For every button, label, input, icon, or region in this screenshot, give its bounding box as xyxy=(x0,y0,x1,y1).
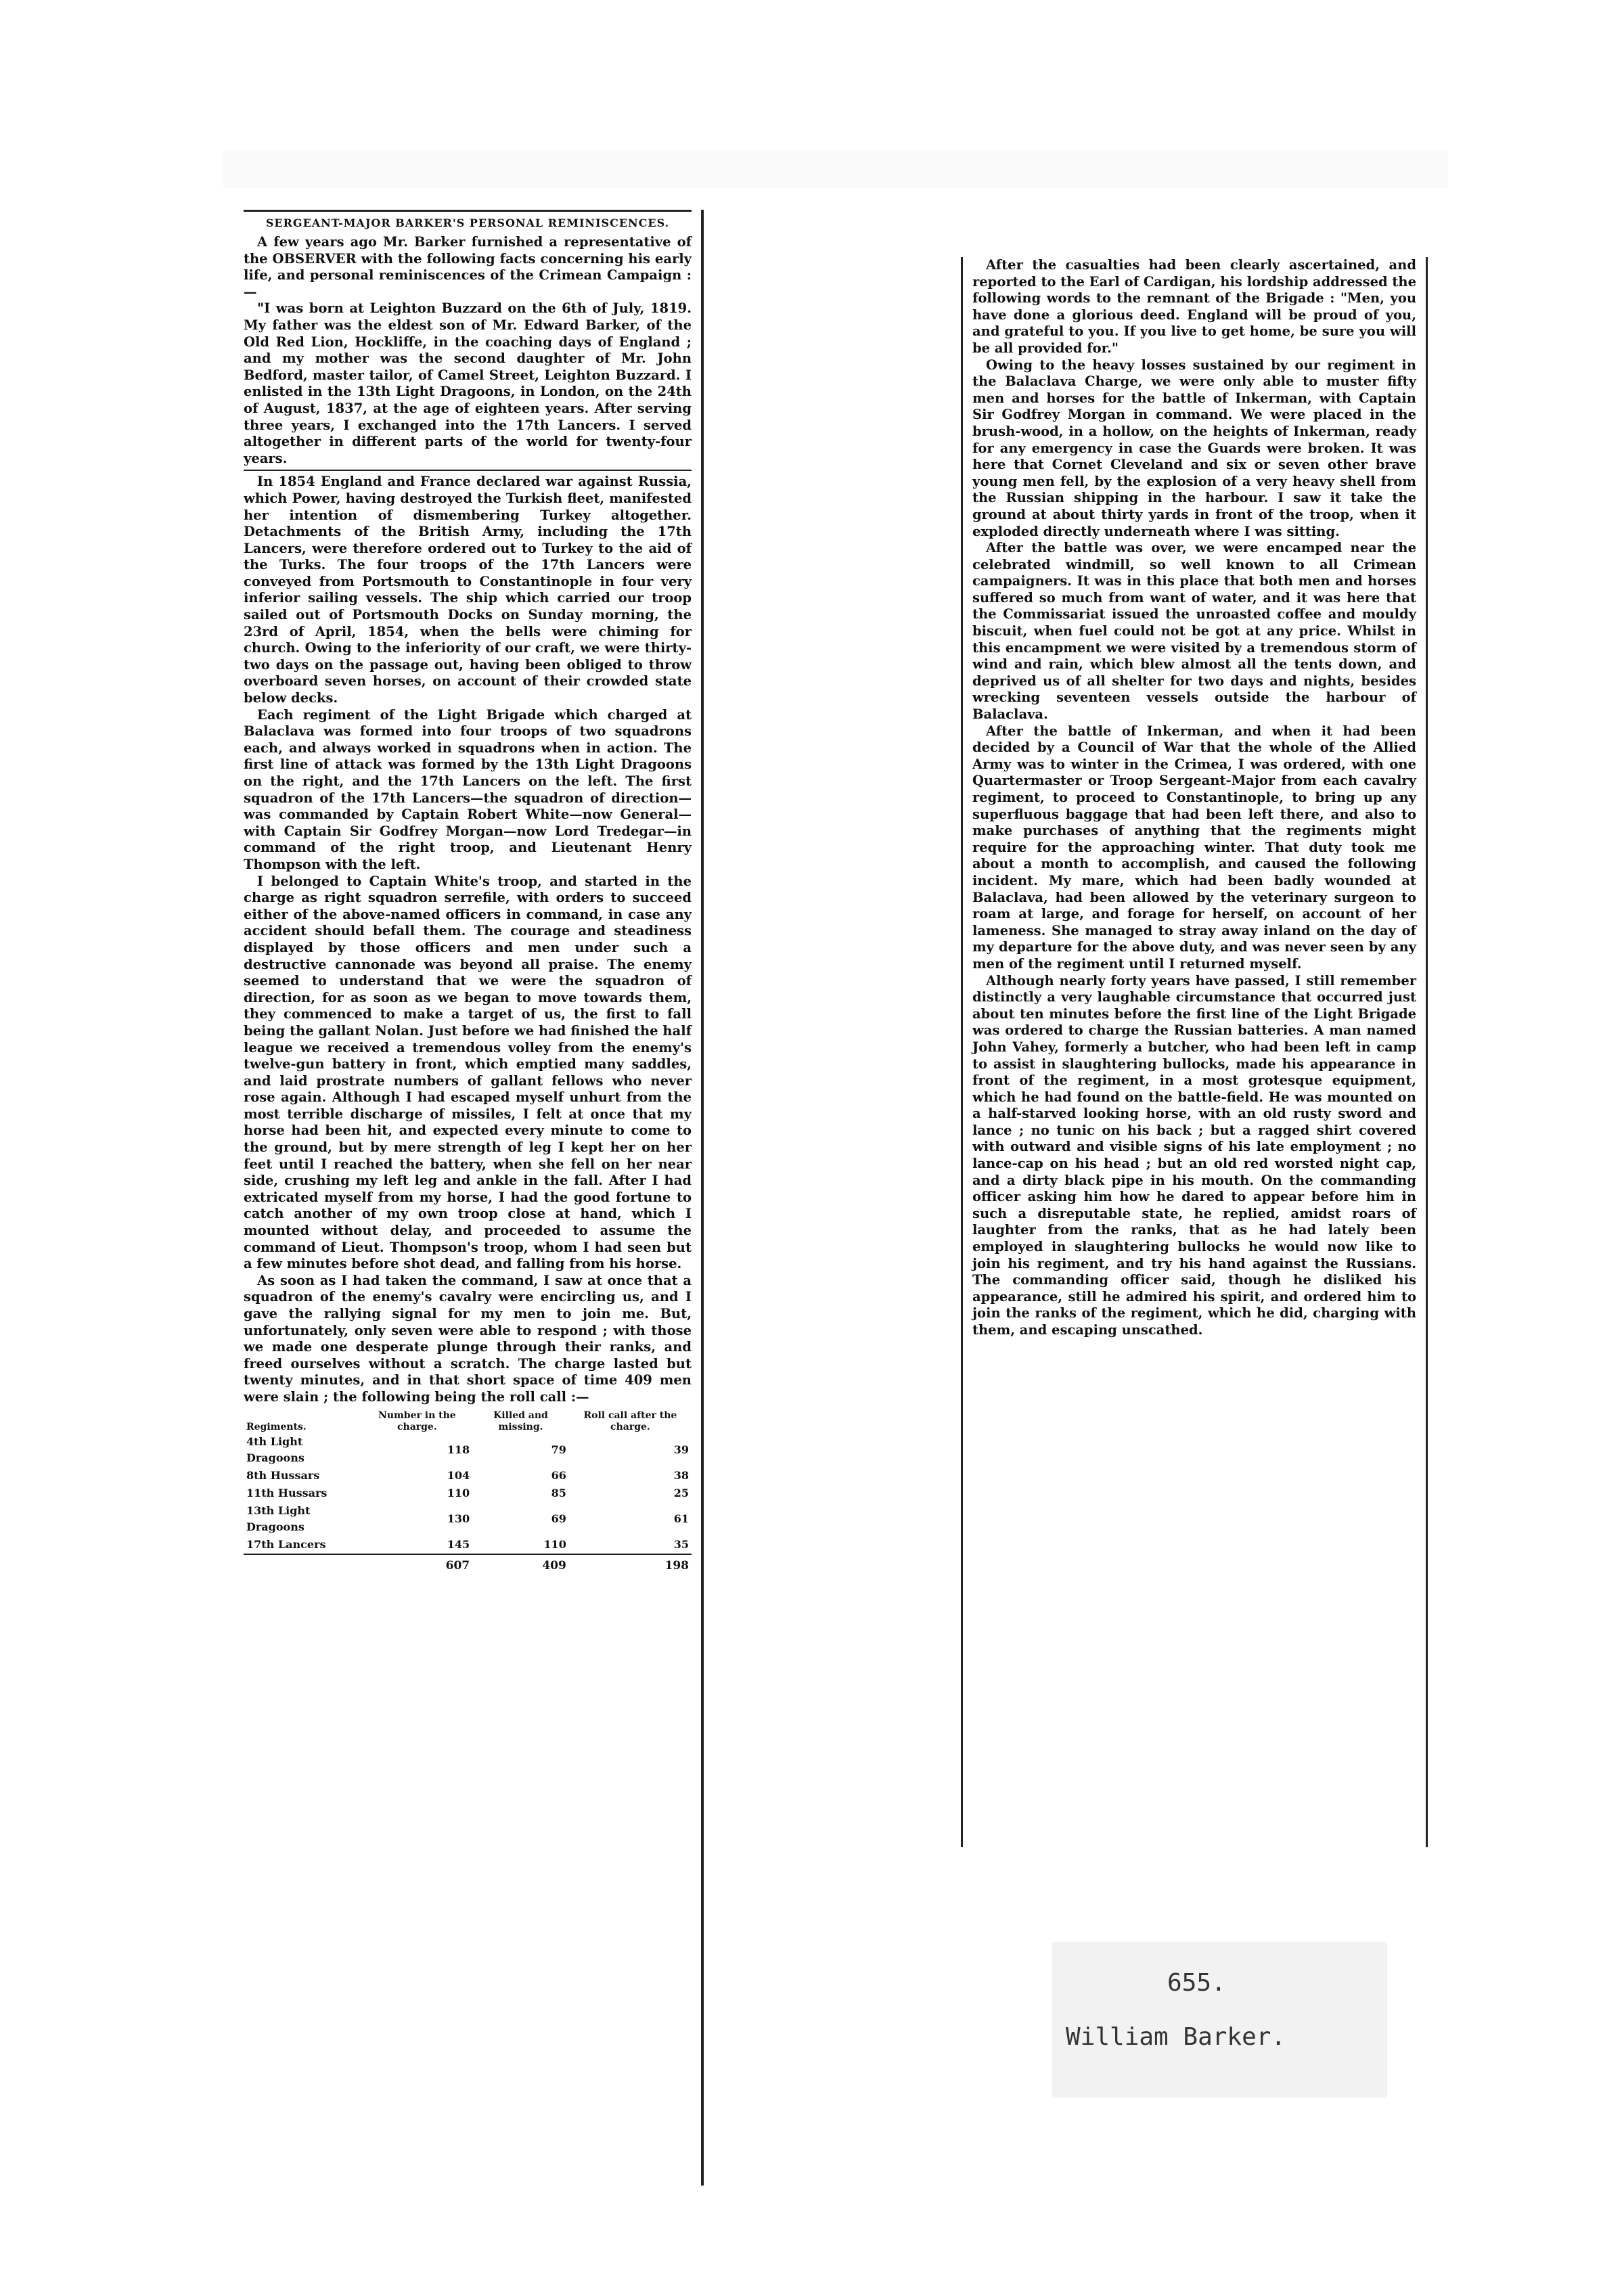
number-in-charge: 104 xyxy=(447,1468,470,1482)
number-in-charge: 118 xyxy=(447,1443,470,1456)
archive-label-card xyxy=(1052,1942,1387,2098)
number-in-charge: 110 xyxy=(447,1486,470,1499)
total-roll-call: 198 xyxy=(569,1554,692,1575)
total-killed: 409 xyxy=(472,1554,569,1575)
newspaper-clipping-left-column xyxy=(244,210,704,2186)
table-header: Roll call after the charge. xyxy=(583,1409,677,1432)
totals-spacer xyxy=(244,1554,362,1575)
killed-and-missing: 85 xyxy=(551,1486,566,1499)
table-header: Killed and missing. xyxy=(493,1409,548,1432)
newspaper-clipping-right-column xyxy=(961,257,1428,1847)
article-paragraph: Owing to the heavy losses sustained by our regiment in the Balaclava Charge, we were only able to muster fifty men and horses for the battle of Inkerman, with Captain Sir Godfrey Morgan in command. We were placed in the brush-wood, in a hollow, on the heights of Inkerman, ready for any emergency in case the Guards were broken. It was here that Cornet Cleveland and six or seven other brave young men fell, by the explosion of a very heavy shell from the Russian shipping in the harbour. I saw it take the ground at about thirty yards in front of the troop, when it exploded directly underneath where I was sitting. xyxy=(972,357,1416,539)
regiment-name: 4th Light Dragoons xyxy=(246,1434,304,1464)
column-rule xyxy=(244,470,692,471)
table-header: Regiments. xyxy=(246,1421,307,1432)
total-in-charge: 607 xyxy=(362,1554,473,1575)
roll-call-after: 25 xyxy=(673,1486,689,1499)
article-paragraph: I belonged to Captain White's troop, and started in the charge as right squadron serrefile, with orders to succeed either of the above-named officers in command, in case any accident should befall them. The courage and steadiness displayed by those officers and men under such a destructive cannonade was beyond all praise. The enemy seemed to understand that we were the squadron of direction, for as soon as we began to move towards them, they commenced to make a target of us, the first to fall being the gallant Nolan. Just before we had finished the half league we received a tremendous volley from the enemy's twelve-gun battery in front, which emptied many saddles, and laid prostrate numbers of gallant fellows who never rose again. Although I had escaped myself unhurt from the most terrible discharge of missiles, I felt at once that my horse had been hit, and expected every minute to come to the ground, but by mere strength of leg I kept her on her feet until I reached the battery, when she fell on her near side, crushing my left leg and ankle in the fall. After I had extricated myself from my horse, I had the good fortune to catch another of my own troop close at hand, which I mounted without delay, and proceeded to assume the command of Lieut. Thompson's troop, whom I had seen but a few minutes before shot dead, and falling from his horse. xyxy=(244,873,692,1272)
totals-row xyxy=(244,1554,692,1575)
article-paragraph: In 1854 England and France declared war against Russia, which Power, having destroyed the Turkish fleet, manifested her intention of dismembering Turkey altogether. Detachments of the British Army, including the 17th Lancers, were therefore ordered out to Turkey to the aid of the Turks. The four troops of the 17th Lancers were conveyed from Portsmouth to Constantinople in four very inferior sailing vessels. The ship which carried our troop sailed out of Portsmouth Docks on Sunday morning, the 23rd of April, 1854, when the bells were chiming for church. Owing to the inferiority of our craft, we were thirty-two days on the passage out, having been obliged to throw overboard seven horses, on account of their crowded state below decks. xyxy=(244,474,692,706)
killed-and-missing: 110 xyxy=(543,1537,566,1551)
article-paragraph: Each regiment of the Light Brigade which charged at Balaclava was formed into four troops of two squadrons each, and always worked in squadrons when in action. The first line of attack was formed by the 13th Light Dragoons on the right, and the 17th Lancers on the left. The first squadron of the 17th Lancers—the squadron of direction—was commanded by Captain Robert White—now General—with Captain Sir Godfrey Morgan—now Lord Tredegar—in command of the right troop, and Lieutenant Henry Thompson with the left. xyxy=(244,706,692,872)
label-name: William Barker. xyxy=(1066,2023,1286,2051)
roll-call-after: 38 xyxy=(673,1468,689,1482)
roll-call-after: 39 xyxy=(673,1443,689,1456)
article-headline: SERGEANT-MAJOR BARKER'S PERSONAL REMINISCENCES. xyxy=(244,210,692,230)
table-row xyxy=(244,1485,692,1502)
regiment-name: 17th Lancers xyxy=(246,1537,326,1551)
article-paragraph: After the battle was over, we were encamped near the celebrated windmill, so well known to all Crimean campaigners. It was in this place that both men and horses suffered so much from want of water, and it was here that the Commissariat issued the unroasted coffee and mouldy biscuit, when fuel could not be got at any price. Whilst in this encampment we were visited by a tremendous storm of wind and rain, which blew almost all the tents down, and deprived us of all shelter for two days and nights, besides wrecking seventeen vessels outside the harbour of Balaclava. xyxy=(972,540,1416,723)
table-row xyxy=(244,1467,692,1485)
roll-call-after: 61 xyxy=(673,1512,689,1525)
number-in-charge: 130 xyxy=(447,1512,470,1525)
regiment-name: 11th Hussars xyxy=(246,1486,328,1499)
number-in-charge: 145 xyxy=(447,1537,470,1551)
scan-shadow-band xyxy=(223,150,1448,188)
article-paragraph: A few years ago Mr. Barker furnished a representative of the OBSERVER with the following facts concerning his early life, and personal reminiscences of the Crimean Campaign :— xyxy=(244,234,692,300)
table-header: Number in the charge. xyxy=(378,1409,456,1432)
roll-call-header-row xyxy=(244,1410,692,1433)
roll-call-table xyxy=(244,1410,692,1575)
table-row xyxy=(244,1536,692,1554)
label-number: 655. xyxy=(1167,1969,1226,1997)
killed-and-missing: 66 xyxy=(551,1468,566,1482)
table-row xyxy=(244,1433,692,1467)
killed-and-missing: 69 xyxy=(551,1512,566,1525)
regiment-name: 13th Light Dragoons xyxy=(246,1503,311,1533)
article-paragraph: As soon as I had taken the command, I saw at once that a squadron of the enemy's cavalry were encircling us, and I gave the rallying signal for my men to join me. But, unfortunately, only seven were able to respond ; with those we made one desperate plunge through their ranks, and freed ourselves without a scratch. The charge lasted but twenty minutes, and in that short space of time 409 men were slain ; the following being the roll call :— xyxy=(244,1272,692,1405)
article-paragraph: After the casualties had been clearly ascertained, and reported to the Earl of Cardigan, his lordship addressed the following words to the remnant of the Brigade : "Men, you have done a glorious deed. England will be proud of you, and grateful to you. If you live to get home, be sure you will be all provided for." xyxy=(972,257,1416,356)
table-row xyxy=(244,1502,692,1536)
article-paragraph: Although nearly forty years have passed, I still remember distinctly a very laughable circumstance that occurred just about ten minutes before the first line of the Light Brigade was ordered to charge the Russian batteries. A man named John Vahey, formerly a butcher, who had been left in camp to assist in slaughtering bullocks, made his appearance in front of the regiment, in a most grotesque equipment, which he had found on the battle-field. He was mounted on a half-starved looking horse, with an old rusty sword and lance ; no tunic on his back ; but a ragged shirt covered with outward and visible signs of his late employment ; no lance-cap on his head ; but an old red worsted night cap, and a dirty black pipe in his mouth. On the commanding officer asking him how he dared to appear before him in such a disreputable state, he replied, amidst roars of laughter from the ranks, that as he had lately been employed in slaughtering bullocks he would now like to join his regiment, and try his hand against the Russians. The commanding officer said, though he disliked his appearance, still he admired his spirit, and ordered him to join the ranks of the regiment, which he did, charging with them, and escaping unscathed. xyxy=(972,972,1416,1338)
article-paragraph: "I was born at Leighton Buzzard on the 6th of July, 1819. My father was the eldest son of Mr. Edward Barker, of the Old Red Lion, Hockliffe, in the coaching days of England ; and my mother was the second daughter of Mr. John Bedford, master tailor, of Camel Street, Leighton Buzzard. I enlisted in the 13th Light Dragoons, in London, on the 24th of August, 1837, at the age of eighteen years. After serving three years, I exchanged into the 17th Lancers. I served altogether in different parts of the world for twenty-four years. xyxy=(244,300,692,466)
roll-call-after: 35 xyxy=(673,1537,689,1551)
regiment-name: 8th Hussars xyxy=(246,1468,320,1482)
article-paragraph: After the battle of Inkerman, and when it had been decided by a Council of War that the whole of the Allied Army was to winter in the Crimea, I was ordered, with one Quartermaster or Troop Sergeant-Major from each cavalry regiment, to proceed to Constantinople, to bring up any superfluous baggage that had been left there, and also to make purchases of anything that the regiments might require for the approaching winter. That duty took me about a month to accomplish, and caused the following incident. My mare, which had been badly wounded at Balaclava, had been allowed by the veterinary surgeon to roam at large, and forage for herself, on account of her lameness. She managed to stray away inland on the day of my departure for the above duty, and was never seen by any men of the regiment until I returned myself. xyxy=(972,723,1416,972)
killed-and-missing: 79 xyxy=(551,1443,566,1456)
